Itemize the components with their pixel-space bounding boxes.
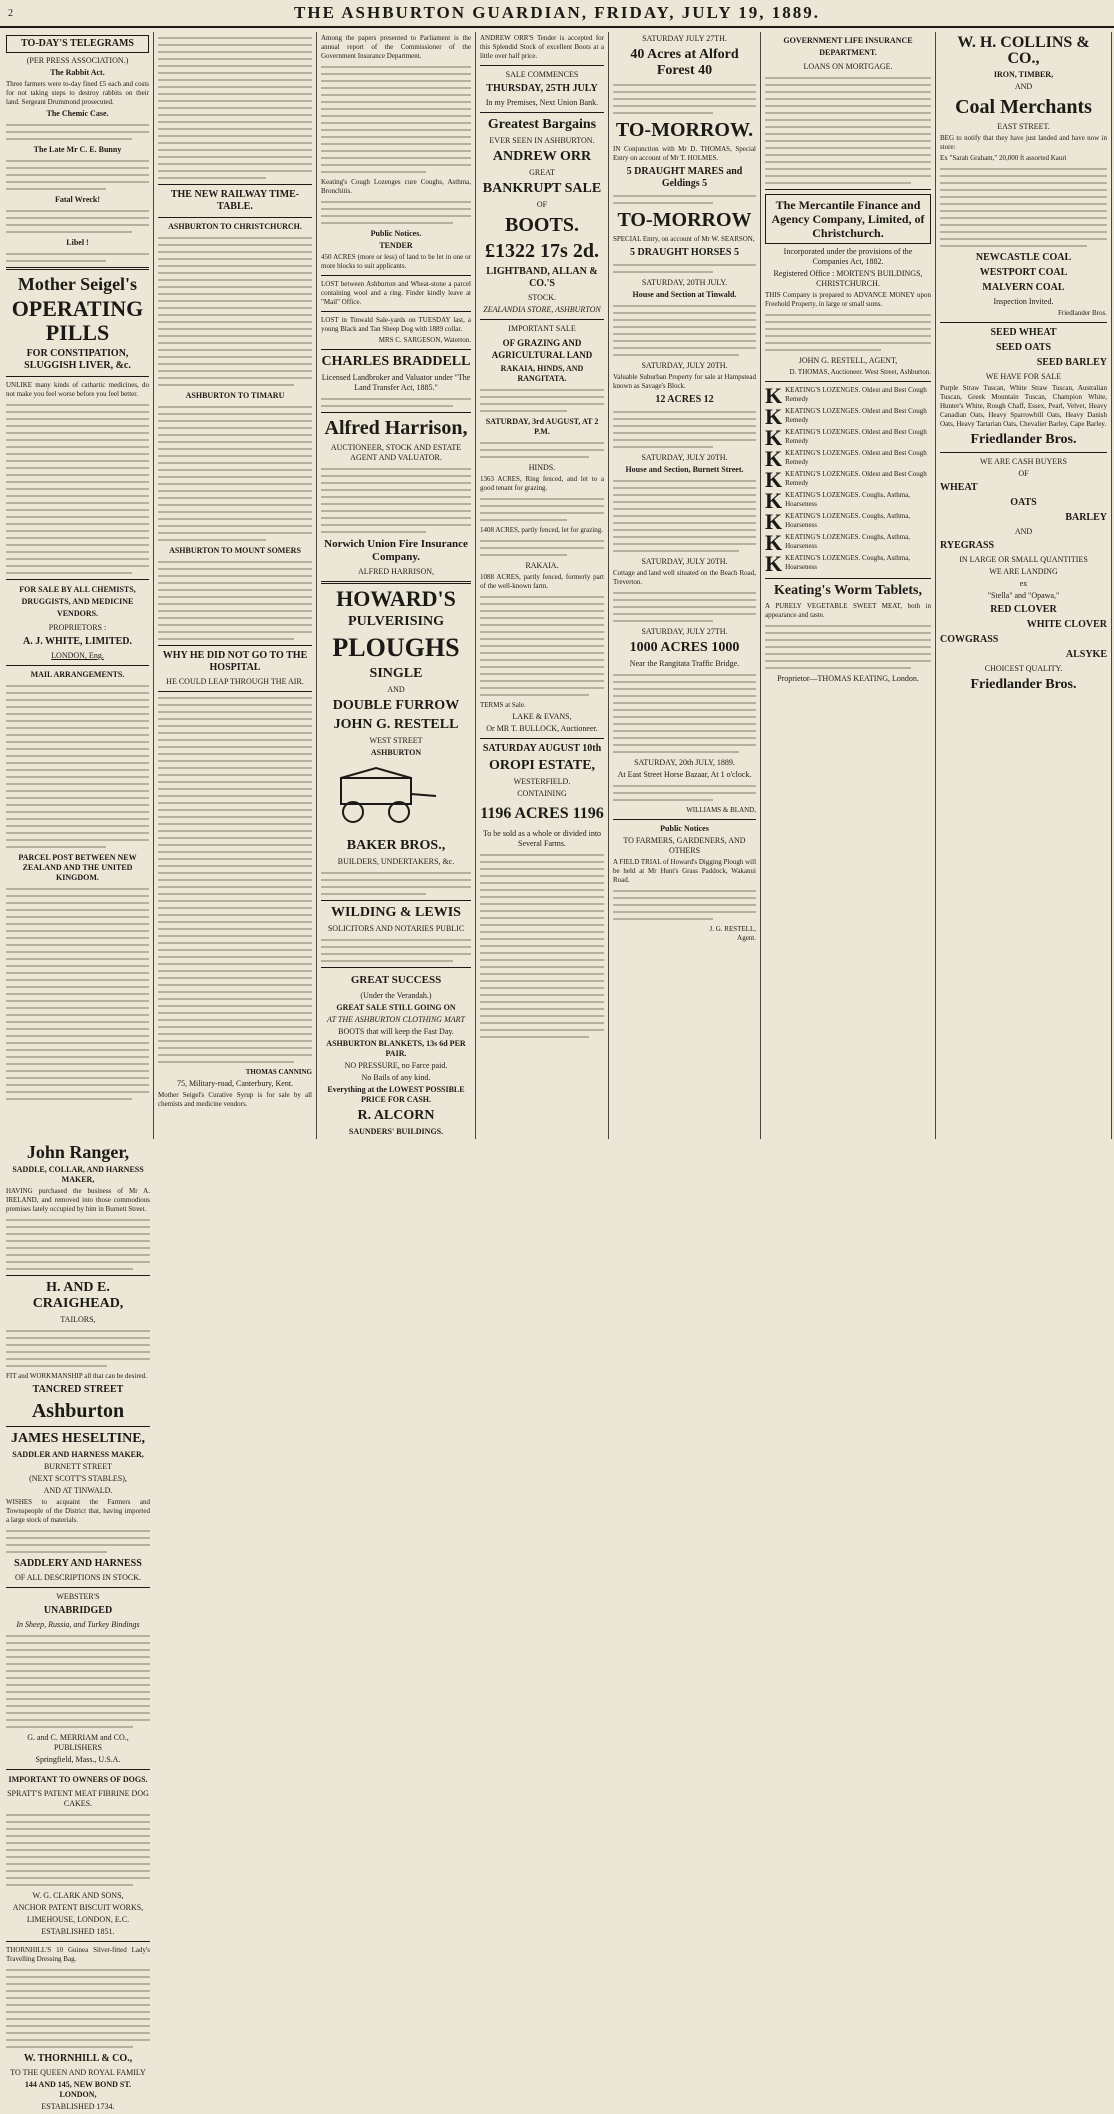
harrison-name: Alfred Harrison, bbox=[324, 417, 468, 439]
late-mr-heading: The Late Mr C. E. Bunny bbox=[33, 145, 122, 154]
tailors-label: TAILORS, bbox=[60, 1315, 96, 1324]
sat-20-heading: SATURDAY, 20TH JULY. bbox=[641, 278, 728, 287]
tinwald-label: AND AT TINWALD. bbox=[43, 1486, 113, 1495]
unlike-text: UNLIKE many kinds of cathartic medicines, do not make you feel worse before you feel better. bbox=[6, 381, 149, 398]
keating-item-text: KEATING'S LOZENGES. Oldest and Best Cough Remedy bbox=[785, 407, 927, 424]
column-2 bbox=[154, 32, 317, 1139]
rabbit-act-heading: The Rabbit Act. bbox=[50, 68, 105, 77]
sat-20b-heading: SATURDAY, JULY 20TH. bbox=[641, 361, 728, 370]
conjunction-text: IN Conjunction with Mr D. THOMAS, Special Entry on account of Mr T. HOLMES. bbox=[613, 145, 756, 162]
white-limited: A. J. WHITE, LIMITED. bbox=[22, 636, 132, 647]
dogs-heading: IMPORTANT TO OWNERS OF DOGS. bbox=[8, 1775, 148, 1784]
sat-20c-heading: SATURDAY, JULY 20TH. bbox=[641, 453, 728, 462]
lowest-price: Everything at the LOWEST POSSIBLE PRICE FOR CASH. bbox=[327, 1085, 465, 1104]
drop-initial: K bbox=[765, 467, 783, 492]
chch-heading: ASHBURTON TO CHRISTCHURCH. bbox=[168, 222, 302, 231]
masthead-title: THE ASHBURTON GUARDIAN, FRIDAY, JULY 19, 1889. bbox=[294, 3, 820, 22]
thousand-acres: 1000 ACRES 1000 bbox=[629, 640, 740, 655]
keating-item-text: KEATING'S LOZENGES. Oldest and Best Cough Remedy bbox=[785, 386, 927, 403]
great-success: GREAT SUCCESS bbox=[350, 974, 442, 986]
quantities-label: IN LARGE OR SMALL QUANTITIES bbox=[959, 555, 1088, 564]
keating-item bbox=[765, 425, 931, 450]
and-label-7b: AND bbox=[1014, 527, 1033, 536]
newcastle-coal: NEWCASTLE COAL bbox=[975, 252, 1072, 263]
thursday-date: THURSDAY, 25TH JULY bbox=[486, 83, 598, 94]
sale-commences: SALE COMMENCES bbox=[505, 70, 579, 79]
amount-heading: £1322 17s 2d. bbox=[485, 240, 599, 262]
unabridged-label: UNABRIDGED bbox=[43, 1605, 113, 1616]
keating-item bbox=[765, 467, 931, 492]
fatal-wreck-heading: Fatal Wreck! bbox=[54, 195, 101, 204]
beg-text: BEG to notify that they have just landed and have now in store: bbox=[940, 134, 1107, 151]
keating-item bbox=[765, 404, 931, 429]
norwich-name: Norwich Union Fire Insurance Company. bbox=[324, 538, 468, 563]
alfred-harrison: ALFRED HARRISON, bbox=[357, 567, 434, 576]
special-entry: SPECIAL Entry, on account of Mr W. SEARSON, bbox=[613, 235, 755, 243]
drop-initial: K bbox=[765, 425, 783, 450]
column-4 bbox=[476, 32, 609, 1139]
bindings-label: In Sheep, Russia, and Turkey Bindings bbox=[16, 1620, 140, 1629]
orari-date: SATURDAY AUGUST 10th bbox=[482, 743, 602, 754]
inspection-invited: Inspection Invited. bbox=[993, 297, 1054, 306]
drop-initial: K bbox=[765, 446, 783, 471]
keating-item-text: KEATING'S LOZENGES. Oldest and Best Cough Remedy bbox=[785, 470, 927, 487]
ploughs-heading: PLOUGHS bbox=[332, 633, 460, 662]
hotel-note: At East Street Horse Bazaar, At 1 o'clock. bbox=[617, 770, 752, 779]
sarah-graham: Ex "Sarah Graham," 20,000 ft assorted Kauri bbox=[940, 154, 1067, 162]
column-6 bbox=[761, 32, 936, 1139]
worm-tablets: Keating's Worm Tablets, bbox=[774, 583, 922, 598]
keating-item bbox=[765, 446, 931, 471]
and-label: AND bbox=[387, 685, 405, 694]
collins-heading: W. H. COLLINS & CO., bbox=[957, 34, 1090, 67]
farmers-heading: TO FARMERS, GARDENERS, AND OTHERS bbox=[623, 836, 746, 855]
cowgrass: COWGRASS bbox=[940, 634, 999, 645]
acres-1088: 1088 ACRES, partly fenced, formerly part of the well-known farm. bbox=[480, 573, 604, 590]
varieties-list: Purple Straw Tuscan, White Straw Tuscan, Australian Tuscan, Greek Mountain Tuscan, Champion White, Hunter's White, Rough Chaff, Essex, Pearl, Velvet, Heavy Canadian Oats, Heavy Sparrowbill Oats, Heavy Danish Oats, Heavy Tartarian Oats, Chevalier Barley, Cape Barley. bbox=[940, 384, 1107, 428]
seed-barley: SEED BARLEY bbox=[1036, 357, 1107, 368]
ryegrass-label: RYEGRASS bbox=[940, 540, 995, 551]
sat-20d-heading: SATURDAY, JULY 20TH. bbox=[641, 557, 728, 566]
drop-initial: K bbox=[765, 404, 783, 429]
next-scott: (NEXT SCOTT'S STABLES), bbox=[29, 1474, 127, 1483]
ex-label: ex bbox=[1019, 579, 1028, 588]
keating-item bbox=[765, 530, 931, 555]
clark-sons: W. G. CLARK AND SONS, bbox=[32, 1891, 124, 1900]
worm-sub: A PURELY VEGETABLE SWEET MEAT, both in appearance and taste. bbox=[765, 602, 931, 619]
ashburton-label: ASHBURTON bbox=[370, 748, 422, 757]
stock-label: STOCK. bbox=[527, 293, 557, 302]
drop-initial: K bbox=[765, 383, 783, 408]
column-8 bbox=[2, 1139, 154, 2114]
to-morrow-heading: TO-MORROW. bbox=[615, 119, 754, 141]
wishes-text: WISHES to acquaint the Farmers and Townspeople of the District that, having imported a large stock of materials. bbox=[6, 1498, 150, 1524]
rakaia-hinds: RAKAIA, HINDS, AND RANGITATA. bbox=[500, 364, 584, 383]
double-furrow-label: DOUBLE FURROW bbox=[332, 698, 460, 713]
choicest-quality: CHOICEST QUALITY. bbox=[984, 664, 1063, 673]
why-subheading: HE COULD LEAP THROUGH THE AIR. bbox=[166, 677, 304, 686]
telegrams-heading: TO-DAY'S TELEGRAMS bbox=[6, 35, 149, 53]
cash-buyers: WE ARE CASH BUYERS bbox=[980, 457, 1067, 466]
white-clover: WHITE CLOVER bbox=[1026, 619, 1107, 630]
restell-name: JOHN G. RESTELL bbox=[333, 717, 459, 732]
incorporated-note: Incorporated under the provisions of the Companies Act, 1882. bbox=[783, 247, 913, 266]
proprietors-heading: PROPRIETORS : bbox=[48, 623, 107, 632]
spratt-label: SPRATT'S PATENT MEAT FIBRINE DOG CAKES. bbox=[7, 1789, 149, 1808]
saunders-buildings: SAUNDERS' BUILDINGS. bbox=[348, 1127, 444, 1136]
house-burnett: House and Section, Burnett Street. bbox=[625, 465, 744, 474]
websters-label: WEBSTER'S bbox=[56, 1592, 100, 1601]
barley-label: BARLEY bbox=[1065, 512, 1107, 523]
cottage-text: Cottage and land well situated on the Beach Road, Treverton. bbox=[613, 569, 756, 586]
thornhill-text: THORNHILL'S 10 Guinea Silver-fitted Lady's Travelling Dressing Bag. bbox=[6, 1946, 150, 1963]
draught-mares: 5 DRAUGHT MARES and Geldings 5 bbox=[626, 166, 743, 189]
restell-signature: J. G. RESTELL, bbox=[709, 925, 756, 933]
ever-seen: EVER SEEN IN ASHBURTON. bbox=[489, 136, 595, 145]
drop-initial: K bbox=[765, 488, 783, 513]
keating-item-text: KEATING'S LOZENGES. Oldest and Best Cough Remedy bbox=[785, 428, 927, 445]
or-bullock: Or MR T. BULLOCK, Auctioneer. bbox=[486, 724, 598, 733]
hinds-heading: HINDS. bbox=[528, 463, 556, 472]
registered-office: Registered Office : MORTEN'S BUILDINGS, CHRISTCHURCH. bbox=[773, 269, 923, 288]
why-heading: WHY HE DID NOT GO TO THE HOSPITAL bbox=[162, 650, 308, 673]
zealandia-label: ZEALANDIA STORE, ASHBURTON bbox=[483, 305, 601, 314]
pulverising-heading: PULVERISING bbox=[348, 614, 444, 629]
acres-1196: 1196 ACRES 1196 bbox=[480, 805, 604, 822]
canning-address: 75, Military-road, Canterbury, Kent. bbox=[176, 1079, 294, 1088]
lightband-heading: LIGHTBAND, ALLAN & CO.'S bbox=[486, 266, 598, 289]
cures-note: Mother Seigel's Curative Syrup is for sale by all chemists and medicine vendors. bbox=[158, 1091, 312, 1108]
established-1734: ESTABLISHED 1734. bbox=[41, 2102, 115, 2111]
agent-label: Agent. bbox=[737, 934, 756, 942]
have-for-sale: WE HAVE FOR SALE bbox=[985, 372, 1062, 381]
page-number: 2 bbox=[8, 7, 13, 19]
timaru-heading: ASHBURTON TO TIMARU bbox=[185, 391, 285, 400]
forty-acres: 40 Acres at Alford Forest 40 bbox=[630, 47, 739, 78]
oats-label: OATS bbox=[1010, 497, 1037, 508]
thomas-auctioneer: D. THOMAS, Auctioneer. West Street, Ashburton. bbox=[789, 368, 931, 376]
boots-note: BOOTS that will keep the Fast Day. bbox=[338, 1027, 454, 1036]
sale-by-heading: FOR SALE BY ALL CHEMISTS, DRUGGISTS, AND MEDICINE VENDORS. bbox=[19, 585, 136, 618]
established-1851: ESTABLISHED 1851. bbox=[41, 1927, 115, 1936]
twelve-acres: 12 ACRES 12 bbox=[655, 394, 714, 405]
column-3 bbox=[317, 32, 476, 1139]
mercantile-heading: The Mercantile Finance and Agency Company, Limited, of Christchurch. bbox=[765, 194, 931, 244]
mother-seigel-heading: Mother Seigel's bbox=[17, 274, 138, 294]
containing-label: CONTAINING bbox=[517, 789, 567, 798]
ashburton-heading: Ashburton bbox=[31, 1400, 125, 1422]
springfield-label: Springfield, Mass., U.S.A. bbox=[35, 1755, 121, 1764]
descriptions-label: OF ALL DESCRIPTIONS IN STOCK. bbox=[14, 1573, 141, 1582]
advance-text: THIS Company is prepared to ADVANCE MONEY upon Freehold Property, in large or small sums. bbox=[765, 291, 931, 308]
keating-item-text: KEATING'S LOZENGES. Oldest and Best Cough Remedy bbox=[785, 449, 927, 466]
mail-heading: MAIL ARRANGEMENTS. bbox=[30, 670, 125, 679]
of-label: OF bbox=[536, 200, 548, 209]
columns bbox=[2, 32, 1112, 2111]
harrison-sub: AUCTIONEER, STOCK AND ESTATE AGENT AND VALUATOR. bbox=[330, 443, 462, 462]
keating-list bbox=[765, 383, 931, 576]
rabbit-act-text: Three farmers were to-day fined £5 each and costs for not taking steps to destroy rabbits on their land. Sergeant Drummond prosecuted. bbox=[6, 80, 149, 106]
field-trial: A FIELD TRIAL of Howard's Digging Plough will be held at Mr Hunt's Grass Paddock, Wakanui Road. bbox=[613, 858, 757, 884]
orr-tender: ANDREW ORR'S Tender is accepted for this Splendid Stock of excellent Boots at a little over half price. bbox=[480, 34, 604, 60]
valuable-suburban: Valuable Suburban Property for sale at Hampstead known as Savage's Block. bbox=[613, 373, 756, 390]
braddell-name: CHARLES BRADDELL bbox=[321, 354, 471, 369]
iron-timber: IRON, TIMBER, bbox=[993, 70, 1054, 79]
to-morrow-heading-2: TO-MORROW bbox=[617, 209, 752, 231]
saddlery-heading: SADDLERY AND HARNESS bbox=[14, 1558, 142, 1569]
solicitors-label: SOLICITORS AND NOTARIES PUBLIC bbox=[327, 924, 465, 933]
single-label: SINGLE bbox=[369, 666, 423, 681]
merriam-label: G. and C. MERRIAM and CO., PUBLISHERS bbox=[27, 1733, 129, 1752]
acres-1363: 1363 ACRES, Ring fenced, and let to a good tenant for grazing. bbox=[480, 475, 604, 492]
masthead bbox=[0, 0, 1114, 28]
keating-item bbox=[765, 383, 931, 408]
telegrams-sub: (PER PRESS ASSOCIATION.) bbox=[26, 56, 129, 65]
whole-note: To be sold as a whole or divided into Several Farms. bbox=[482, 829, 602, 848]
drop-initial: K bbox=[765, 530, 783, 555]
hearse-illustration bbox=[321, 766, 441, 826]
tender-heading: TENDER bbox=[379, 241, 413, 250]
keatings-text: Keating's Cough Lozenges cure Coughs, Asthma, Bronchitis. bbox=[321, 178, 471, 195]
great-label: GREAT bbox=[529, 168, 555, 177]
howards-heading: HOWARD'S bbox=[336, 586, 456, 611]
ranger-heading: John Ranger, bbox=[26, 1142, 130, 1162]
alsyke: ALSYKE bbox=[1065, 649, 1107, 660]
red-clover: RED CLOVER bbox=[990, 604, 1057, 615]
constipation-heading: FOR CONSTIPATION, SLUGGISH LIVER, &c. bbox=[24, 348, 131, 371]
keating-item bbox=[765, 509, 931, 534]
west-street-label: WEST STREET bbox=[369, 736, 423, 745]
insurance-heading: GOVERNMENT LIFE INSURANCE DEPARTMENT. bbox=[783, 36, 913, 57]
westport-coal: WESTPORT COAL bbox=[979, 267, 1068, 278]
loans-heading: LOANS ON MORTGAGE. bbox=[803, 62, 893, 71]
near-bridge: Near the Rangitata Traffic Bridge. bbox=[629, 659, 740, 668]
drop-initial: K bbox=[765, 509, 783, 534]
landing-label: WE ARE LANDING bbox=[989, 567, 1058, 576]
williams-bland: WILLIAMS & BLAND, bbox=[686, 806, 756, 814]
heseltine-heading: JAMES HESELTINE, bbox=[10, 1431, 146, 1446]
queen-label: TO THE QUEEN AND ROYAL FAMILY bbox=[10, 2068, 146, 2077]
thornhill-name: W. THORNHILL & CO., bbox=[23, 2053, 133, 2064]
sargeson-signature: MRS C. SARGESON, Waterton. bbox=[378, 336, 471, 344]
wilding-lewis: WILDING & LEWIS bbox=[331, 905, 461, 920]
house-tinwald: House and Section at Tinwald. bbox=[632, 290, 737, 299]
stella-label: "Stella" and "Opawa," bbox=[987, 591, 1060, 600]
parcel-post-heading: PARCEL POST BETWEEN NEW ZEALAND AND THE UNITED KINGDOM. bbox=[18, 853, 137, 882]
verandah: (Under the Verandah.) bbox=[360, 991, 432, 1000]
winter-season-ad bbox=[764, 990, 765, 991]
malvern-coal: MALVERN COAL bbox=[982, 282, 1065, 293]
column-5 bbox=[609, 32, 761, 1139]
anchor-works: ANCHOR PATENT BISCUIT WORKS, bbox=[12, 1903, 144, 1912]
operating-pills-heading: OPERATING PILLS bbox=[11, 296, 144, 345]
east-street-7: EAST STREET. bbox=[997, 122, 1050, 131]
restell-agent: JOHN G. RESTELL, AGENT, bbox=[798, 356, 898, 365]
saddler-label: SADDLER AND HARNESS MAKER, bbox=[12, 1450, 144, 1459]
baker-bros: BAKER BROS., bbox=[346, 838, 446, 853]
sale-date: SATURDAY, 3rd AUGUST, AT 2 P.M. bbox=[485, 417, 599, 436]
no-bails: No Bails of any kind. bbox=[361, 1073, 431, 1082]
acres-tender: 450 ACRES (more or less) of land to be let in one or more blocks to suit applicants. bbox=[321, 253, 471, 270]
keating-item-text: KEATING'S LOZENGES. Coughs, Asthma, Hoarseness bbox=[785, 533, 911, 550]
having-text: HAVING purchased the business of Mr A. IRELAND, and removed into those commodious premises lately occupied by him in Burnett Street. bbox=[6, 1187, 150, 1213]
friedlander-3: Friedlander Bros. bbox=[970, 677, 1077, 692]
keating-item-text: KEATING'S LOZENGES. Coughs, Asthma, Hoarseness bbox=[785, 512, 911, 529]
sat-27b-heading: SATURDAY, JULY 27TH. bbox=[641, 627, 728, 636]
no-pressure: NO PRESSURE, no Farce paid. bbox=[344, 1061, 448, 1070]
lost-notice: LOST between Ashburton and Wheat-stone a parcel containing wool and a ring. Finder kindly leave at "Mail" Office. bbox=[321, 280, 471, 306]
oropi-estate: OROPI ESTATE, bbox=[488, 758, 596, 773]
canning-signature: THOMAS CANNING bbox=[245, 1068, 312, 1076]
saddle-maker: SADDLE, COLLAR, AND HARNESS MAKER, bbox=[12, 1165, 144, 1184]
keating-proprietor: Proprietor—THOMAS KEATING, London. bbox=[777, 674, 919, 683]
coal-merchants: Coal Merchants bbox=[955, 96, 1092, 118]
and-label-7: AND bbox=[1014, 82, 1033, 91]
wheat-label: WHEAT bbox=[940, 482, 978, 493]
premises-note: In my Premises, Next Union Bank. bbox=[485, 98, 599, 107]
keating-item bbox=[765, 488, 931, 513]
chemic-case-heading: The Chemic Case. bbox=[46, 109, 109, 118]
drop-initial: K bbox=[765, 551, 783, 576]
keating-item-text: KEATING'S LOZENGES. Coughs, Asthma, Hoarseness bbox=[785, 554, 911, 571]
fit-note: FIT and WORKMANSHIP all that can be desired. bbox=[6, 1372, 148, 1380]
great-sale: GREAT SALE STILL GOING ON bbox=[336, 1003, 456, 1012]
mount-somers-heading: ASHBURTON TO MOUNT SOMERS bbox=[169, 546, 301, 555]
westerfield-label: WESTERFIELD. bbox=[513, 777, 571, 786]
papers-text: Among the papers presented to Parliament is the annual report of the Commissioner of the Government Insurance Department. bbox=[321, 34, 471, 60]
boots-heading: BOOTS. bbox=[505, 214, 579, 236]
bankrupt-sale: BANKRUPT SALE bbox=[482, 181, 602, 196]
grazing-heading: OF GRAZING AND AGRICULTURAL LAND bbox=[491, 338, 593, 360]
burnett-label: BURNETT STREET bbox=[43, 1462, 113, 1471]
craighead-heading: H. AND E. CRAIGHEAD, bbox=[32, 1280, 124, 1311]
clothing-mart: AT THE ASHBURTON CLOTHING MART bbox=[327, 1015, 465, 1024]
of-label-7: OF bbox=[1018, 469, 1029, 478]
notices-heading: Public Notices. bbox=[370, 229, 422, 238]
column-1 bbox=[2, 32, 154, 1139]
alcorn-name: R. ALCORN bbox=[357, 1108, 435, 1123]
keating-item-text: KEATING'S LOZENGES. Coughs, Asthma, Hoarseness bbox=[785, 491, 911, 508]
column-7 bbox=[936, 32, 1112, 1139]
railway-heading: THE NEW RAILWAY TIME-TABLE. bbox=[170, 189, 300, 212]
rakaia-heading: RAKAIA. bbox=[525, 561, 559, 570]
seed-oats: SEED OATS bbox=[995, 342, 1052, 353]
acres-1408: 1408 ACRES, partly fenced, let for grazing. bbox=[480, 526, 604, 534]
sat-27-heading: SATURDAY JULY 27TH. bbox=[642, 34, 727, 43]
important-sale: IMPORTANT SALE bbox=[508, 324, 576, 333]
andrew-orr: ANDREW ORR bbox=[492, 149, 592, 164]
london-label: LONDON, Eng. bbox=[51, 651, 104, 660]
seed-wheat: SEED WHEAT bbox=[990, 327, 1057, 338]
friedlander-1: Friedlander Bros. bbox=[1058, 309, 1107, 317]
tancred-street: TANCRED STREET bbox=[32, 1384, 124, 1395]
limehouse-label: LIMEHOUSE, LONDON, E.C. bbox=[26, 1915, 130, 1924]
lost-dog-notice: LOST in Tinwald Sale-yards on TUESDAY last, a young Black and Tan Sheep Dog with 1889 collar. bbox=[321, 316, 471, 333]
friedlander-2: Friedlander Bros. bbox=[970, 432, 1077, 447]
sat-20e-heading: SATURDAY, 20th JULY, 1889. bbox=[634, 758, 735, 767]
public-notices: Public Notices bbox=[660, 824, 709, 833]
draught-horses: 5 DRAUGHT HORSES 5 bbox=[629, 247, 739, 258]
blankets-note: ASHBURTON BLANKETS, 13s 6d PER PAIR. bbox=[326, 1039, 466, 1058]
lake-evans: LAKE & EVANS, bbox=[512, 712, 572, 721]
keating-item bbox=[765, 551, 931, 576]
baker-sub: BUILDERS, UNDERTAKERS, &c. bbox=[337, 857, 455, 866]
libel-heading: Libel ! bbox=[66, 238, 89, 247]
terms-note: TERMS at Sale. bbox=[480, 701, 526, 709]
bond-street: 144 AND 145, NEW BOND ST. LONDON, bbox=[24, 2080, 132, 2099]
bargains-heading: Greatest Bargains bbox=[487, 117, 597, 132]
braddell-sub: Licensed Landbroker and Valuator under "The Land Transfer Act, 1885." bbox=[321, 373, 471, 392]
